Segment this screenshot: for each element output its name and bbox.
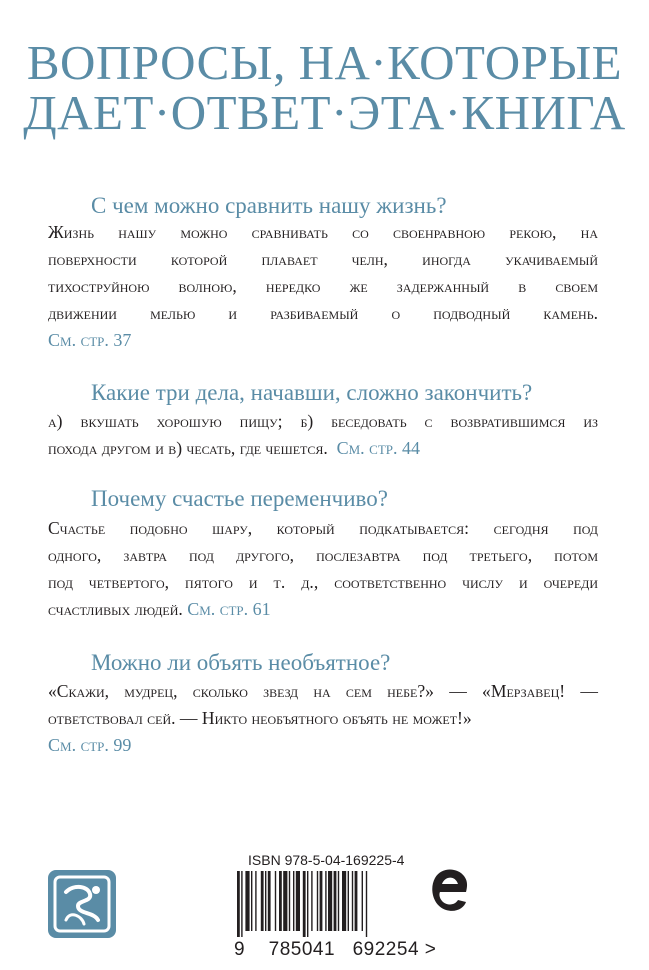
publisher-logo-graphic <box>48 870 116 938</box>
page-reference: См. стр. 44 <box>336 438 421 458</box>
answer-line: одного, завтра под другого, послезавтра под третьего, потом <box>48 545 598 565</box>
question-4: Можно ли объять необъятное? <box>91 650 391 675</box>
answer-4 <box>48 678 598 759</box>
page-title <box>0 35 649 140</box>
answer-line: похода другом и в) чесать, где чешется. <box>48 438 328 458</box>
barcode-icon <box>235 871 415 937</box>
publisher-logo-icon <box>48 870 116 938</box>
barcode-digits <box>234 939 436 961</box>
question-1: С чем можно сравнить нашу жизнь? <box>91 193 447 218</box>
barcode-digit-first: 9 <box>234 939 246 960</box>
eksmo-logo-icon <box>428 862 470 922</box>
barcode-digits-left: 785041 <box>268 939 336 960</box>
answer-line: счастливых людей. <box>48 599 183 619</box>
answer-line: поверхности которой плавает челн, иногда укачиваемый <box>48 249 598 269</box>
answer-line: ответствовал сей. — Никто необъятного объять не может!» <box>48 708 472 728</box>
answer-line-with-ref <box>48 435 598 462</box>
barcode-digit-end: > <box>424 939 437 960</box>
isbn-label: ISBN 978-5-04-169225-4 <box>248 852 405 868</box>
page-reference: См. стр. 37 <box>48 330 132 350</box>
answer-line-with-ref <box>48 596 598 623</box>
title-line-2: ДАЕТ·ОТВЕТ·ЭТА·КНИГА <box>23 85 626 140</box>
answer-1 <box>48 219 598 354</box>
page-reference: См. стр. 61 <box>187 599 271 619</box>
answer-line: Жизнь нашу можно сравнивать со своенравною рекою, на <box>48 222 598 242</box>
answer-line: тихоструйною волною, нередко же задержанный в своем <box>48 276 598 296</box>
answer-line: Счастье подобно шару, который подкатывается: сегодня под <box>48 518 598 538</box>
answer-3 <box>48 515 598 623</box>
page-reference: См. стр. 99 <box>48 735 132 755</box>
title-line-1: ВОПРОСЫ, НА·КОТОРЫЕ <box>26 35 623 90</box>
question-3: Почему счастье переменчиво? <box>91 486 388 511</box>
barcode-digits-right: 692254 <box>352 939 420 960</box>
answer-line: а) вкушать хорошую пищу; б) беседовать с возвратившимся из <box>48 411 598 431</box>
question-2: Какие три дела, начавши, сложно закончить? <box>91 380 533 405</box>
answer-line: под четвертого, пятого и т. д., соответственно числу и очереди <box>48 572 598 592</box>
answer-line: «Скажи, мудрец, сколько звезд на сем небе?» — «Мерзавец! — <box>48 681 598 701</box>
answer-2 <box>48 408 598 462</box>
answer-line: движении мелью и разбиваемый о подводный камень. <box>48 303 598 323</box>
